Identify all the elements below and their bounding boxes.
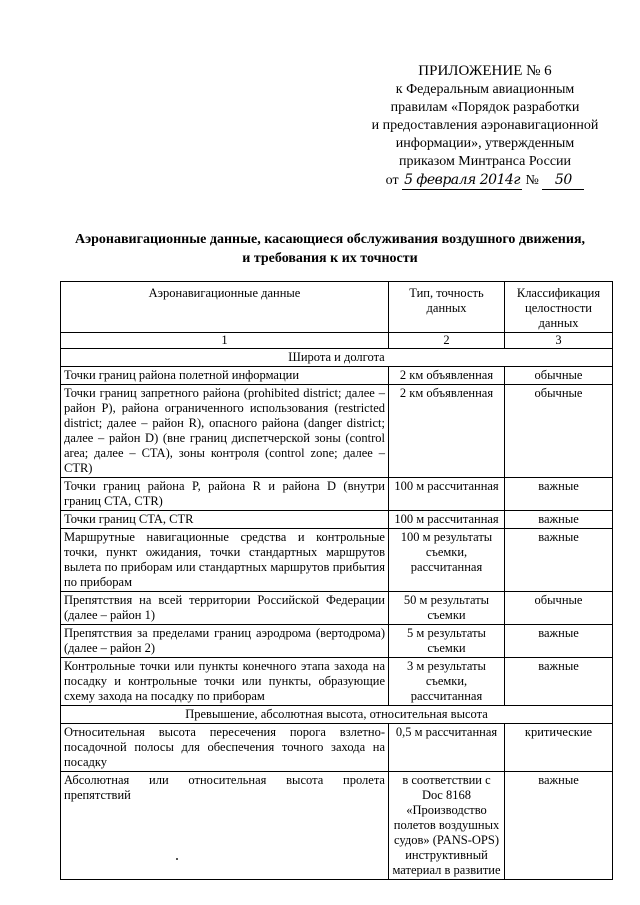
handwritten-date: 5 февраля 2014г [404, 172, 520, 188]
cell-integrity: важные [505, 529, 613, 592]
scan-dot [176, 858, 178, 860]
cell-type-accuracy: 5 м результаты съемки [389, 625, 505, 658]
table-row [61, 478, 613, 511]
cell-type-accuracy: 3 м результаты съемки, рассчитанная [389, 658, 505, 706]
section-title: Широта и долгота [61, 349, 613, 367]
column-number: 3 [505, 333, 613, 349]
cell-integrity: критические [505, 724, 613, 772]
appendix-line: к Федеральным авиационным [395, 82, 575, 97]
cell-integrity: важные [505, 772, 613, 880]
cell-type-accuracy: в соответствии с Doc 8168 «Производство полетов воздушных судов» (PANS-OPS) инструктивный материал в развитие [389, 772, 505, 880]
cell-data-item: Относительная высота пересечения порога взлетно-посадочной полосы для обеспечения точного захода на посадку [61, 724, 389, 772]
cell-integrity: обычные [505, 385, 613, 478]
header-data: Аэронавигационные данные [61, 282, 389, 333]
section-row [61, 349, 613, 367]
cell-type-accuracy: 100 м рассчитанная [389, 511, 505, 529]
section-title: Превышение, абсолютная высота, относительная высота [61, 706, 613, 724]
cell-type-accuracy: 2 км объявленная [389, 385, 505, 478]
order-date-line [386, 171, 585, 190]
table-row [61, 385, 613, 478]
cell-integrity: важные [505, 658, 613, 706]
number-prefix: № [525, 173, 539, 188]
table-row [61, 367, 613, 385]
column-number: 1 [61, 333, 389, 349]
cell-type-accuracy: 100 м результаты съемки, рассчитанная [389, 529, 505, 592]
table-row [61, 529, 613, 592]
header-type-accuracy: Тип, точность данных [389, 282, 505, 333]
section-row [61, 706, 613, 724]
cell-integrity: важные [505, 478, 613, 511]
aeronautical-data-table [60, 281, 613, 880]
cell-type-accuracy: 0,5 м рассчитанная [389, 724, 505, 772]
appendix-line: информации», утвержденным [395, 136, 575, 151]
cell-type-accuracy: 100 м рассчитанная [389, 478, 505, 511]
header-integrity: Классификация целостности данных [505, 282, 613, 333]
cell-data-item: Точки границ района P, района R и района D (внутри границ CTA, CTR) [61, 478, 389, 511]
cell-type-accuracy: 50 м результаты съемки [389, 592, 505, 625]
table-row [61, 592, 613, 625]
cell-data-item: Абсолютная или относительная высота пролета препятствий [61, 772, 389, 880]
cell-type-accuracy: 2 км объявленная [389, 367, 505, 385]
appendix-block [355, 62, 615, 190]
cell-integrity: обычные [505, 592, 613, 625]
document-title-line-1: Аэронавигационные данные, касающиеся обслуживания воздушного движения, [74, 232, 586, 247]
handwritten-number: 50 [542, 171, 584, 190]
table-row [61, 658, 613, 706]
cell-data-item: Препятствия на всей территории Российской Федерации (далее – район 1) [61, 592, 389, 625]
document-title-line-2: и требования к их точности [242, 251, 418, 266]
table-row [61, 511, 613, 529]
cell-integrity: важные [505, 625, 613, 658]
document-title [40, 230, 620, 268]
cell-data-item: Контрольные точки или пункты конечного этапа захода на посадку и контрольные точки или пункты, образующие схему захода на посадку по приборам [61, 658, 389, 706]
column-number-row [61, 333, 613, 349]
cell-data-item: Маршрутные навигационные средства и контрольные точки, пункт ожидания, точки стандартных маршрутов вылета по приборам или стандартных маршрутов прибытия по приборам [61, 529, 389, 592]
table-body [61, 333, 613, 880]
table-row [61, 724, 613, 772]
cell-data-item: Точки границ запретного района (prohibited district; далее – район P), района ограниченного использования (restricted district; далее – район R), опасного района (danger district; далее – район D) (вне границ диспетчерской зоны (control area; далее – CTA), зоны контроля (control zone; далее – CTR) [61, 385, 389, 478]
header-row [61, 282, 613, 333]
column-number: 2 [389, 333, 505, 349]
appendix-line: и предоставления аэронавигационной [371, 118, 599, 133]
appendix-line: правилам «Порядок разработки [390, 100, 580, 115]
date-prefix: от [385, 173, 399, 188]
table-row [61, 772, 613, 880]
cell-integrity: важные [505, 511, 613, 529]
appendix-line: приказом Минтранса России [398, 154, 572, 169]
table-row [61, 625, 613, 658]
cell-data-item: Точки границ района полетной информации [61, 367, 389, 385]
cell-data-item: Точки границ CTA, CTR [61, 511, 389, 529]
appendix-title: ПРИЛОЖЕНИЕ № 6 [418, 63, 552, 79]
cell-data-item: Препятствия за пределами границ аэродрома (вертодрома) (далее – район 2) [61, 625, 389, 658]
cell-integrity: обычные [505, 367, 613, 385]
